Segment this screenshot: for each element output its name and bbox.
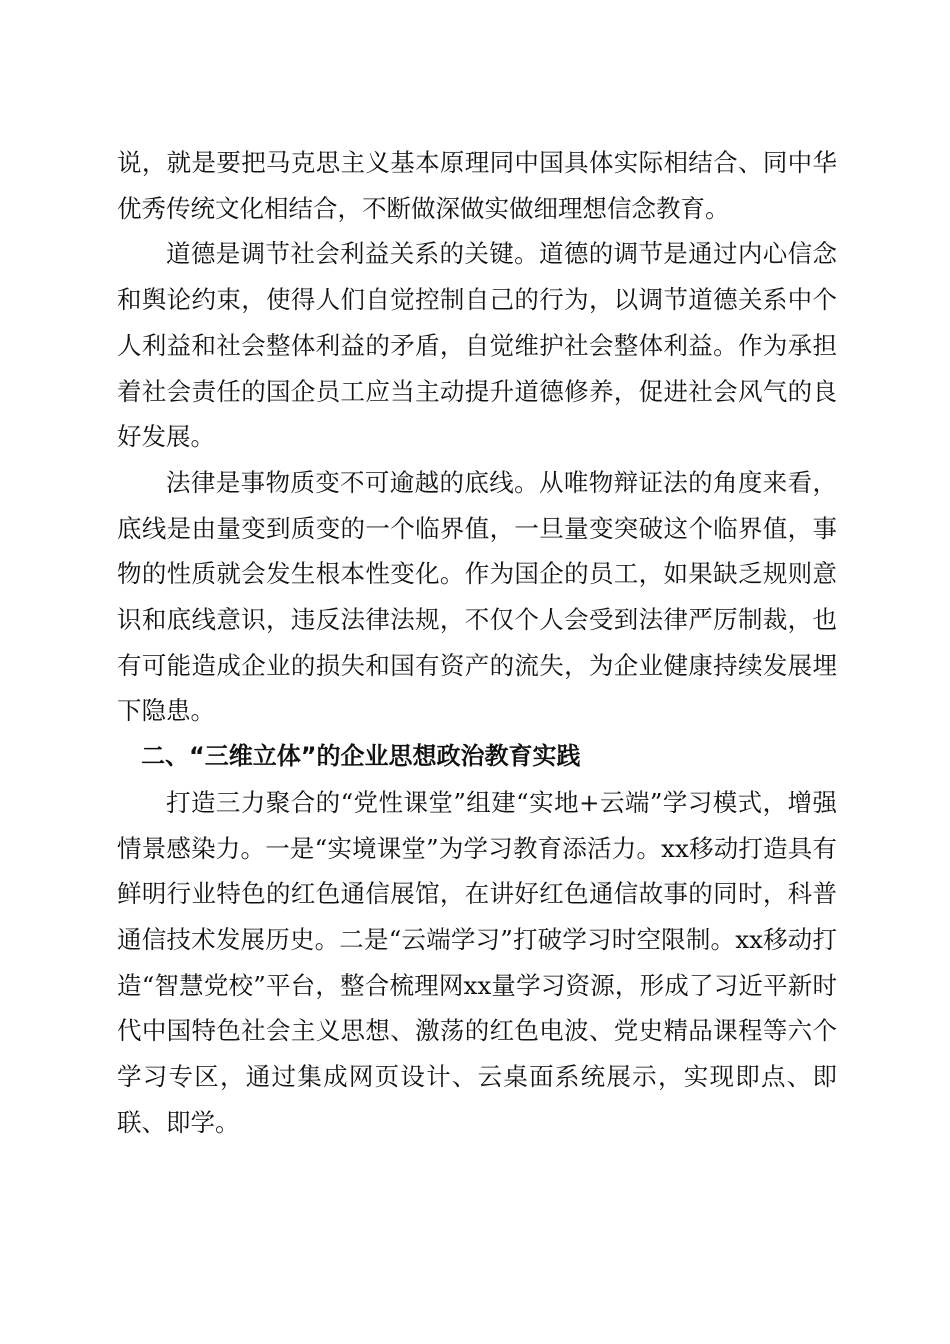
paragraph-practice: 打造三力聚合的“党性课堂”组建“实地+云端”学习模式，增强情景感染力。一是“实境课堂”为学习教育添活力。xx移动打造具有鲜明行业特色的红色通信展馆，在讲好红色通信故事的同时，科普通信技术发展历史。二是“云端学习”打破学习时空限制。xx移动打造“智慧党校”平台，整合梳理网xx量学习资源，形成了习近平新时代中国特色社会主义思想、激荡的红色电波、党史精品课程等六个学习专区，通过集成网页设计、云桌面系统展示，实现即点、即联、即学。 xyxy=(117,787,837,1137)
paragraph-law: 法律是事物质变不可逾越的底线。从唯物辩证法的角度来看，底线是由量变到质变的一个临界值，一旦量变突破这个临界值，事物的性质就会发生根本性变化。作为国企的员工，如果缺乏规则意识和底线意识，违反法律法规，不仅个人会受到法律严厉制裁，也有可能造成企业的损失和国有资产的流失，为企业健康持续发展埋下隐患。 xyxy=(117,467,837,726)
document-body xyxy=(117,140,837,1145)
section-heading: 二、“三维立体”的企业思想政治教育实践 xyxy=(141,742,581,771)
paragraph-morality: 道德是调节社会利益关系的关键。道德的调节是通过内心信念和舆论约束，使得人们自觉控制自己的行为，以调节道德关系中个人利益和社会整体利益的矛盾，自觉维护社会整体利益。作为承担着社会责任的国企员工应当主动提升道德修养，促进社会风气的良好发展。 xyxy=(117,239,837,452)
paragraph-continuation: 说，就是要把马克思主义基本原理同中国具体实际相结合、同中华优秀传统文化相结合，不断做深做实做细理想信念教育。 xyxy=(117,148,837,223)
